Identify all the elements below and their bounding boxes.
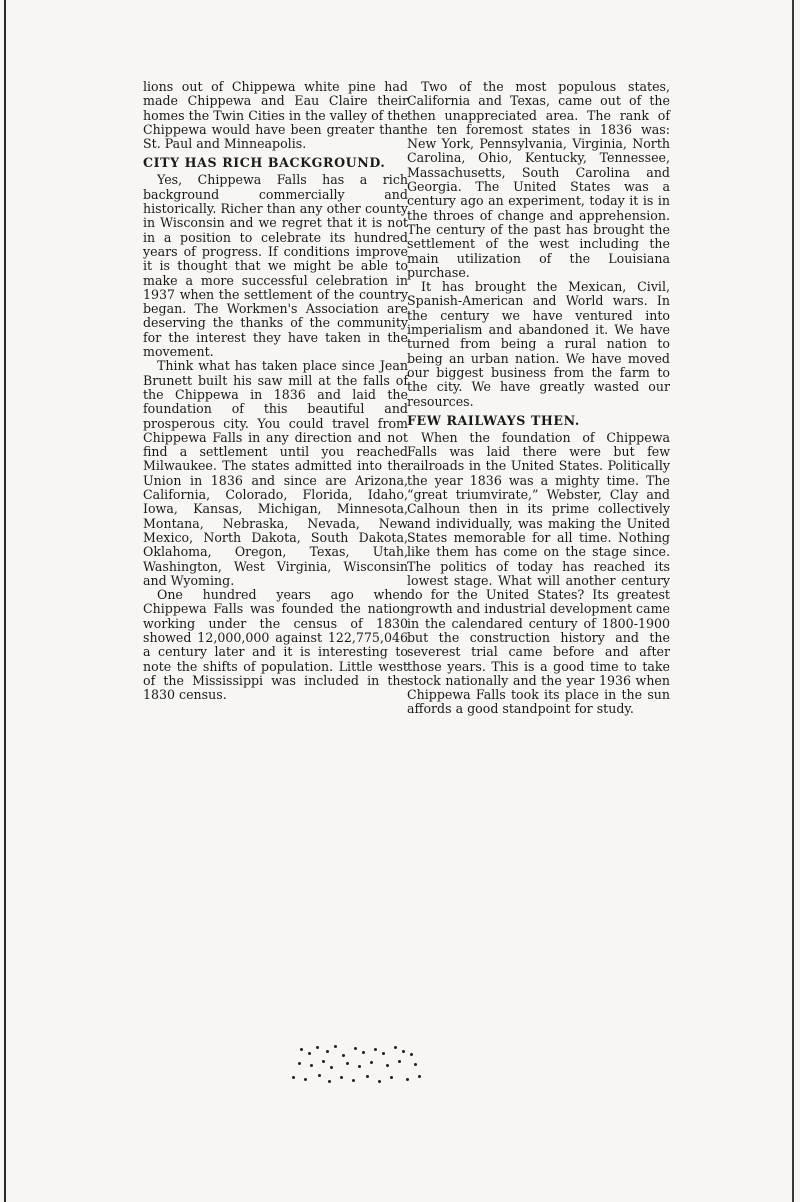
perforation-dot — [300, 1048, 303, 1051]
perforation-dot — [322, 1060, 325, 1063]
perforation-dot — [318, 1074, 321, 1077]
perforation-dot — [354, 1047, 357, 1050]
perforation-dot — [370, 1061, 373, 1064]
paragraph: When the foundation of Chippewa Falls was laid there were but few railroads in the United States. Politically the year 1836 was a mighty time. The “great triumvirate,” Webster, Clay and Calhoun then in its prime collectively and individually, was making the United States memorable for all time. Nothing like them has come on the stage since. The politics of today has reached its lowest stage. What will another century do for the United States? Its greatest growth and industrial development came in the calendared century of 1800-1900 but the construction history and the severest trial came before and after those years. This is a good time to take stock nationally and the year 1936 when Chippewa Falls took its place in the sun affords a good standpoint for study. — [407, 429, 671, 717]
perforation-dot — [398, 1060, 401, 1063]
perforation-dot — [374, 1048, 377, 1051]
perforation-dot — [410, 1053, 413, 1056]
perforation-dot — [418, 1075, 421, 1078]
perforation-dot — [352, 1079, 355, 1082]
perforation-dot — [358, 1065, 361, 1068]
perforation-dot — [346, 1062, 349, 1065]
article-left-column — [143, 80, 408, 702]
section-heading: FEW RAILWAYS THEN. — [407, 412, 580, 428]
perforation-dot — [308, 1052, 311, 1055]
paragraph: lions out of Chippewa white pine had made Chippewa and Eau Claire their homes the Twin Cities in the valley of the Chippewa would have been greater than St. Paul and Minneapolis. — [143, 79, 408, 152]
paragraph: One hundred years ago when Chippewa Falls was founded the nation working under the census of 1830 showed 12,000,000 against 122,775,046 a century later and it is interesting to note the shifts of population. Little west of the Mississippi was included in the 1830 census. — [143, 587, 408, 703]
perforation-dot — [342, 1054, 345, 1057]
article-right-column — [407, 80, 670, 717]
scan-right-edge — [792, 0, 794, 1202]
perforation-mark — [270, 1042, 430, 1092]
perforation-dot — [402, 1050, 405, 1053]
perforation-dot — [292, 1076, 295, 1079]
perforation-dot — [390, 1076, 393, 1079]
perforation-dot — [298, 1062, 301, 1065]
perforation-dot — [366, 1075, 369, 1078]
perforation-dot — [326, 1050, 329, 1053]
perforation-dot — [330, 1066, 333, 1069]
perforation-dot — [304, 1078, 307, 1081]
perforation-dot — [316, 1046, 319, 1049]
perforation-dot — [310, 1064, 313, 1067]
perforation-dot — [340, 1076, 343, 1079]
paragraph: Two of the most populous states, California and Texas, came out of the then unappreciated area. The rank of the ten foremost states in 1836 was: New York, Pennsylvania, Virginia, North Carolina, Ohio, Kentucky, Tennessee, Massachusetts, South Carolina and Georgia. The United States was a century ago an experiment, today it is in the throes of change and apprehension. The century of the past has brought the settlement of the west including the main utilization of the Louisiana purchase. — [407, 79, 670, 280]
paragraph: Yes, Chippewa Falls has a rich background commercially and historically. Richer than any other county in Wisconsin and we regret that it is not in a position to celebrate its hundred years of progress. If conditions improve it is thought that we might be able to make a more successful celebration in 1937 when the settlement of the country began. The Workmen's Association are deserving the thanks of the community for the interest they have taken in the movement. — [143, 172, 408, 360]
perforation-dot — [334, 1045, 337, 1048]
scan-left-edge — [4, 0, 6, 1202]
perforation-dot — [382, 1052, 385, 1055]
perforation-dot — [328, 1080, 331, 1083]
perforation-dot — [386, 1064, 389, 1067]
section-heading: CITY HAS RICH BACKGROUND. — [143, 155, 386, 171]
paragraph: Think what has taken place since Jean Brunett built his saw mill at the falls of the Chippewa in 1836 and laid the foundation of this beautiful and prosperous city. You could travel from Chippewa Falls in any direction and not find a settlement until you reached Milwaukee. The states admitted into the Union in 1836 and since are Arizona, California, Colorado, Florida, Idaho, Iowa, Kansas, Michigan, Minnesota, Montana, Nebraska, Nevada, New Mexico, North Dakota, South Dakota, Oklahoma, Oregon, Texas, Utah, Washington, West Virginia, Wisconsin and Wyoming. — [143, 358, 408, 588]
perforation-dot — [406, 1078, 409, 1081]
perforation-dot — [378, 1080, 381, 1083]
perforation-dot — [362, 1051, 365, 1054]
paragraph: It has brought the Mexican, Civil, Spanish-American and World wars. In the century we have ventured into imperialism and abandoned it. We have turned from being a rural nation to being an urban nation. We have moved our biggest business from the farm to the city. We have greatly wasted our resources. — [407, 279, 670, 409]
perforation-dot — [414, 1063, 417, 1066]
perforation-dot — [394, 1046, 397, 1049]
